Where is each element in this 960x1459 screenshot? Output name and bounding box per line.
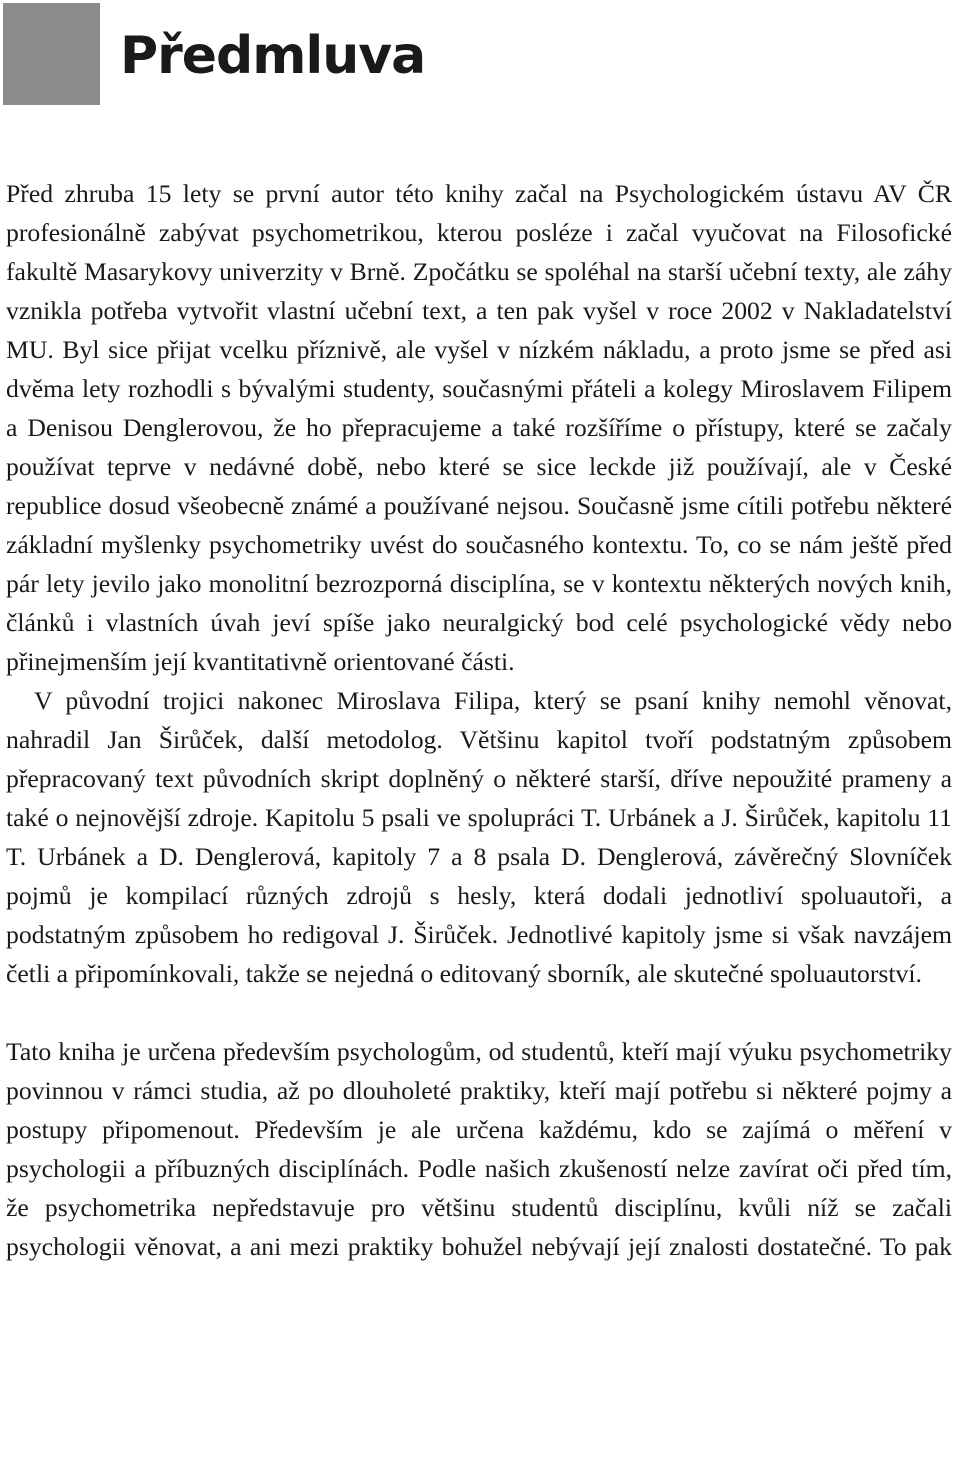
chapter-header (3, 3, 425, 105)
paragraph-2: V původní trojici nakonec Miroslava Filipa, který se psaní knihy nemohl věnovat, nahradil Jan Širůček, další metodolog. Většinu kapitol tvoří podstatným způsobem přepracovaný text původních skript doplněný o některé starší, dříve nepoužité prameny a také o nejnovější zdroje. Kapitolu 5 psali ve spolupráci T. Urbánek a J. Širůček, kapitolu 11 T. Urbánek a D. Denglerová, kapitoly 7 a 8 psala D. Denglerová, závěrečný Slovníček pojmů je kompilací různých zdrojů s hesly, která dodali jednotliví spoluautoři, a podstatným způsobem ho redigoval J. Širůček. Jednotlivé kapitoly jsme si však navzájem četli a připomínkovali, takže se nejedná o editovaný sborník, ale skutečné spoluautorství. (6, 686, 952, 988)
paragraph-1: Před zhruba 15 lety se první autor této knihy začal na Psychologickém ústavu AV ČR profesionálně zabývat psychometrikou, kterou posléze i začal vyučovat na Filosofické fakultě Masarykovy univerzity v Brně. Zpočátku se spoléhal na starší učební texty, ale záhy vznikla potřeba vytvořit vlastní učební text, a ten pak vyšel v roce 2002 v Nakladatelství MU. Byl sice přijat vcelku příznivě, ale vyšel v nízkém nákladu, a proto jsme se před asi dvěma lety rozhodli s bývalými studenty, současnými přáteli a kolegy Miroslavem Filipem a Denisou Denglerovou, že ho přepracujeme a také rozšíříme o přístupy, které se začaly používat teprve v nedávné době, nebo které se sice leckde již používají, ale v České republice dosud všeobecně známé a používané nejsou. Současně jsme cítili potřebu některé základní myšlenky psychometriky uvést do současného kontextu. To, co se nám ještě před pár lety jevilo jako monolitní bezrozporná disciplína, se v kontextu některých nových knih, článků i vlastních úvah jeví spíše jako neuralgický bod celé psychologické vědy nebo přinejmenším její kvantitativně orientované části. (6, 179, 952, 676)
paragraph-3: Tato kniha je určena především psychologům, od studentů, kteří mají výuku psychometriky povinnou v rámci studia, až po dlouholeté praktiky, kteří mají potřebu si některé pojmy a postupy připomenout. Především je ale určena každému, kdo se zajímá o měření v psychologii a příbuzných disciplínách. Podle našich zkušeností nelze zavírat oči před tím, že psychometrika nepředstavuje pro většinu studentů disciplínu, kvůli níž se začali psychologii věnovat, a ani mezi praktiky bohužel nebývají její znalosti dostatečné. To pak (6, 1037, 952, 1261)
chapter-marker-block (3, 3, 100, 105)
chapter-title: Předmluva (120, 26, 426, 86)
body-text (6, 174, 952, 1266)
